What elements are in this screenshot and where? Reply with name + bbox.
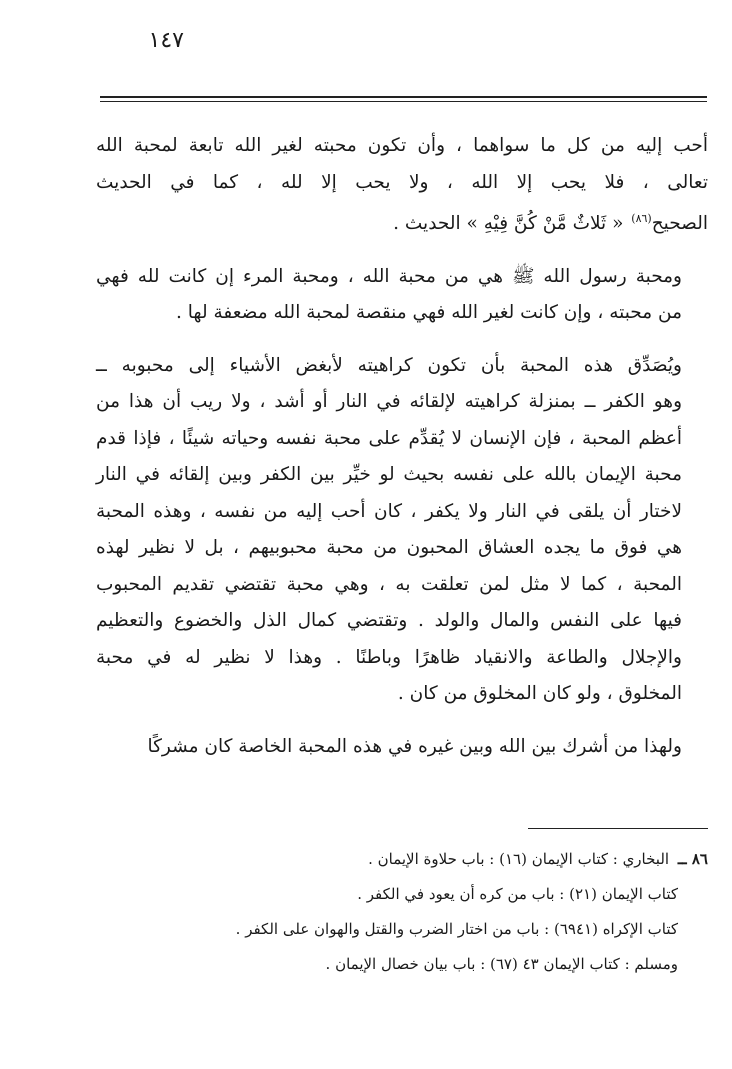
text-line: المحبة ، كما لا مثل لمن تعلقت به ، وهي محبة تقتضي تقديم المحبوب [96, 573, 682, 595]
text-fragment: الصحيح [651, 213, 708, 235]
text-line: أعظم المحبة ، فإن الإنسان لا يُقدِّم على محبة نفسه وحياته شيئًا ، فإذا قدم [96, 427, 682, 449]
text-line: لاختار أن يلقى في النار ولا يكفر ، كان أحب إليه من نفسه ، وهذه المحبة [96, 500, 682, 522]
footnote-line: كتاب الإيمان (٢١) : باب من كره أن يعود في الكفر . [357, 885, 678, 903]
hadith-quote: « ثَلاثٌ مَّنْ كُنَّ فِيْهِ » الحديث . [393, 213, 624, 235]
footnote-line: ومسلم : كتاب الإيمان ٤٣ (٦٧) : باب بيان خصال الإيمان . [325, 955, 678, 973]
text-line: هي فوق ما يجده العشاق المحبون من محبة محبوبيهم ، بل لا نظير لهذه [96, 537, 682, 559]
footnote-reference: (٨٦) [631, 212, 652, 225]
footnote-line [108, 842, 708, 877]
footnote-text: البخاري : كتاب الإيمان (١٦) : باب حلاوة الإيمان . [368, 850, 670, 868]
text-line: من محبته ، وإن كانت لغير الله فهي منقصة لمحبة الله مضعفة لها . [176, 302, 682, 324]
text-line [96, 201, 708, 243]
text-line: تعالى ، فلا يحب إلا الله ، ولا يحب إلا لله ، كما في الحديث [96, 171, 708, 193]
text-line: فيها على النفس والمال والولد . وتقتضي كمال الذل والخضوع والتعظيم [96, 610, 682, 632]
text-line: محبة الإيمان بالله على نفسه بحيث لو خيِّر بين الكفر وبين إلقائه في النار [96, 464, 682, 486]
header-double-rule [100, 96, 707, 102]
footnote-line: كتاب الإكراه (٦٩٤١) : باب من اختار الضرب والقتل والهوان على الكفر . [235, 920, 678, 938]
text-line: ويُصَدِّق هذه المحبة بأن تكون كراهيته لأبغض الأشياء إلى محبوبه ــ [96, 354, 682, 376]
text-line: ومحبة رسول الله ﷺ هي من محبة الله ، ومحبة المرء إن كانت لله فهي [96, 265, 682, 287]
paragraph-4 [96, 729, 708, 766]
text-line: وهو الكفر ــ بمنزلة كراهيته لإلقائه في النار أو أشد ، ولا ريب أن هذا من [96, 391, 682, 413]
footnotes [108, 842, 708, 982]
main-text [96, 128, 708, 781]
text-line: المخلوق ، ولو كان المخلوق من كان . [397, 683, 682, 705]
paragraph-1 [96, 128, 708, 243]
footnote-separator [528, 828, 708, 829]
text-line: أحب إليه من كل ما سواهما ، وأن تكون محبته لغير الله تابعة لمحبة الله [96, 135, 708, 156]
text-line: والإجلال والطاعة والانقياد ظاهرًا وباطنًا . وهذا لا نظير له في محبة [96, 646, 682, 668]
paragraph-3 [96, 348, 708, 713]
footnote-number: ٨٦ ــ [677, 850, 708, 868]
page-number: ١٤٧ [148, 28, 184, 53]
text-line: ولهذا من أشرك بين الله وبين غيره في هذه المحبة الخاصة كان مشركًا [147, 735, 682, 757]
paragraph-2 [96, 259, 708, 332]
